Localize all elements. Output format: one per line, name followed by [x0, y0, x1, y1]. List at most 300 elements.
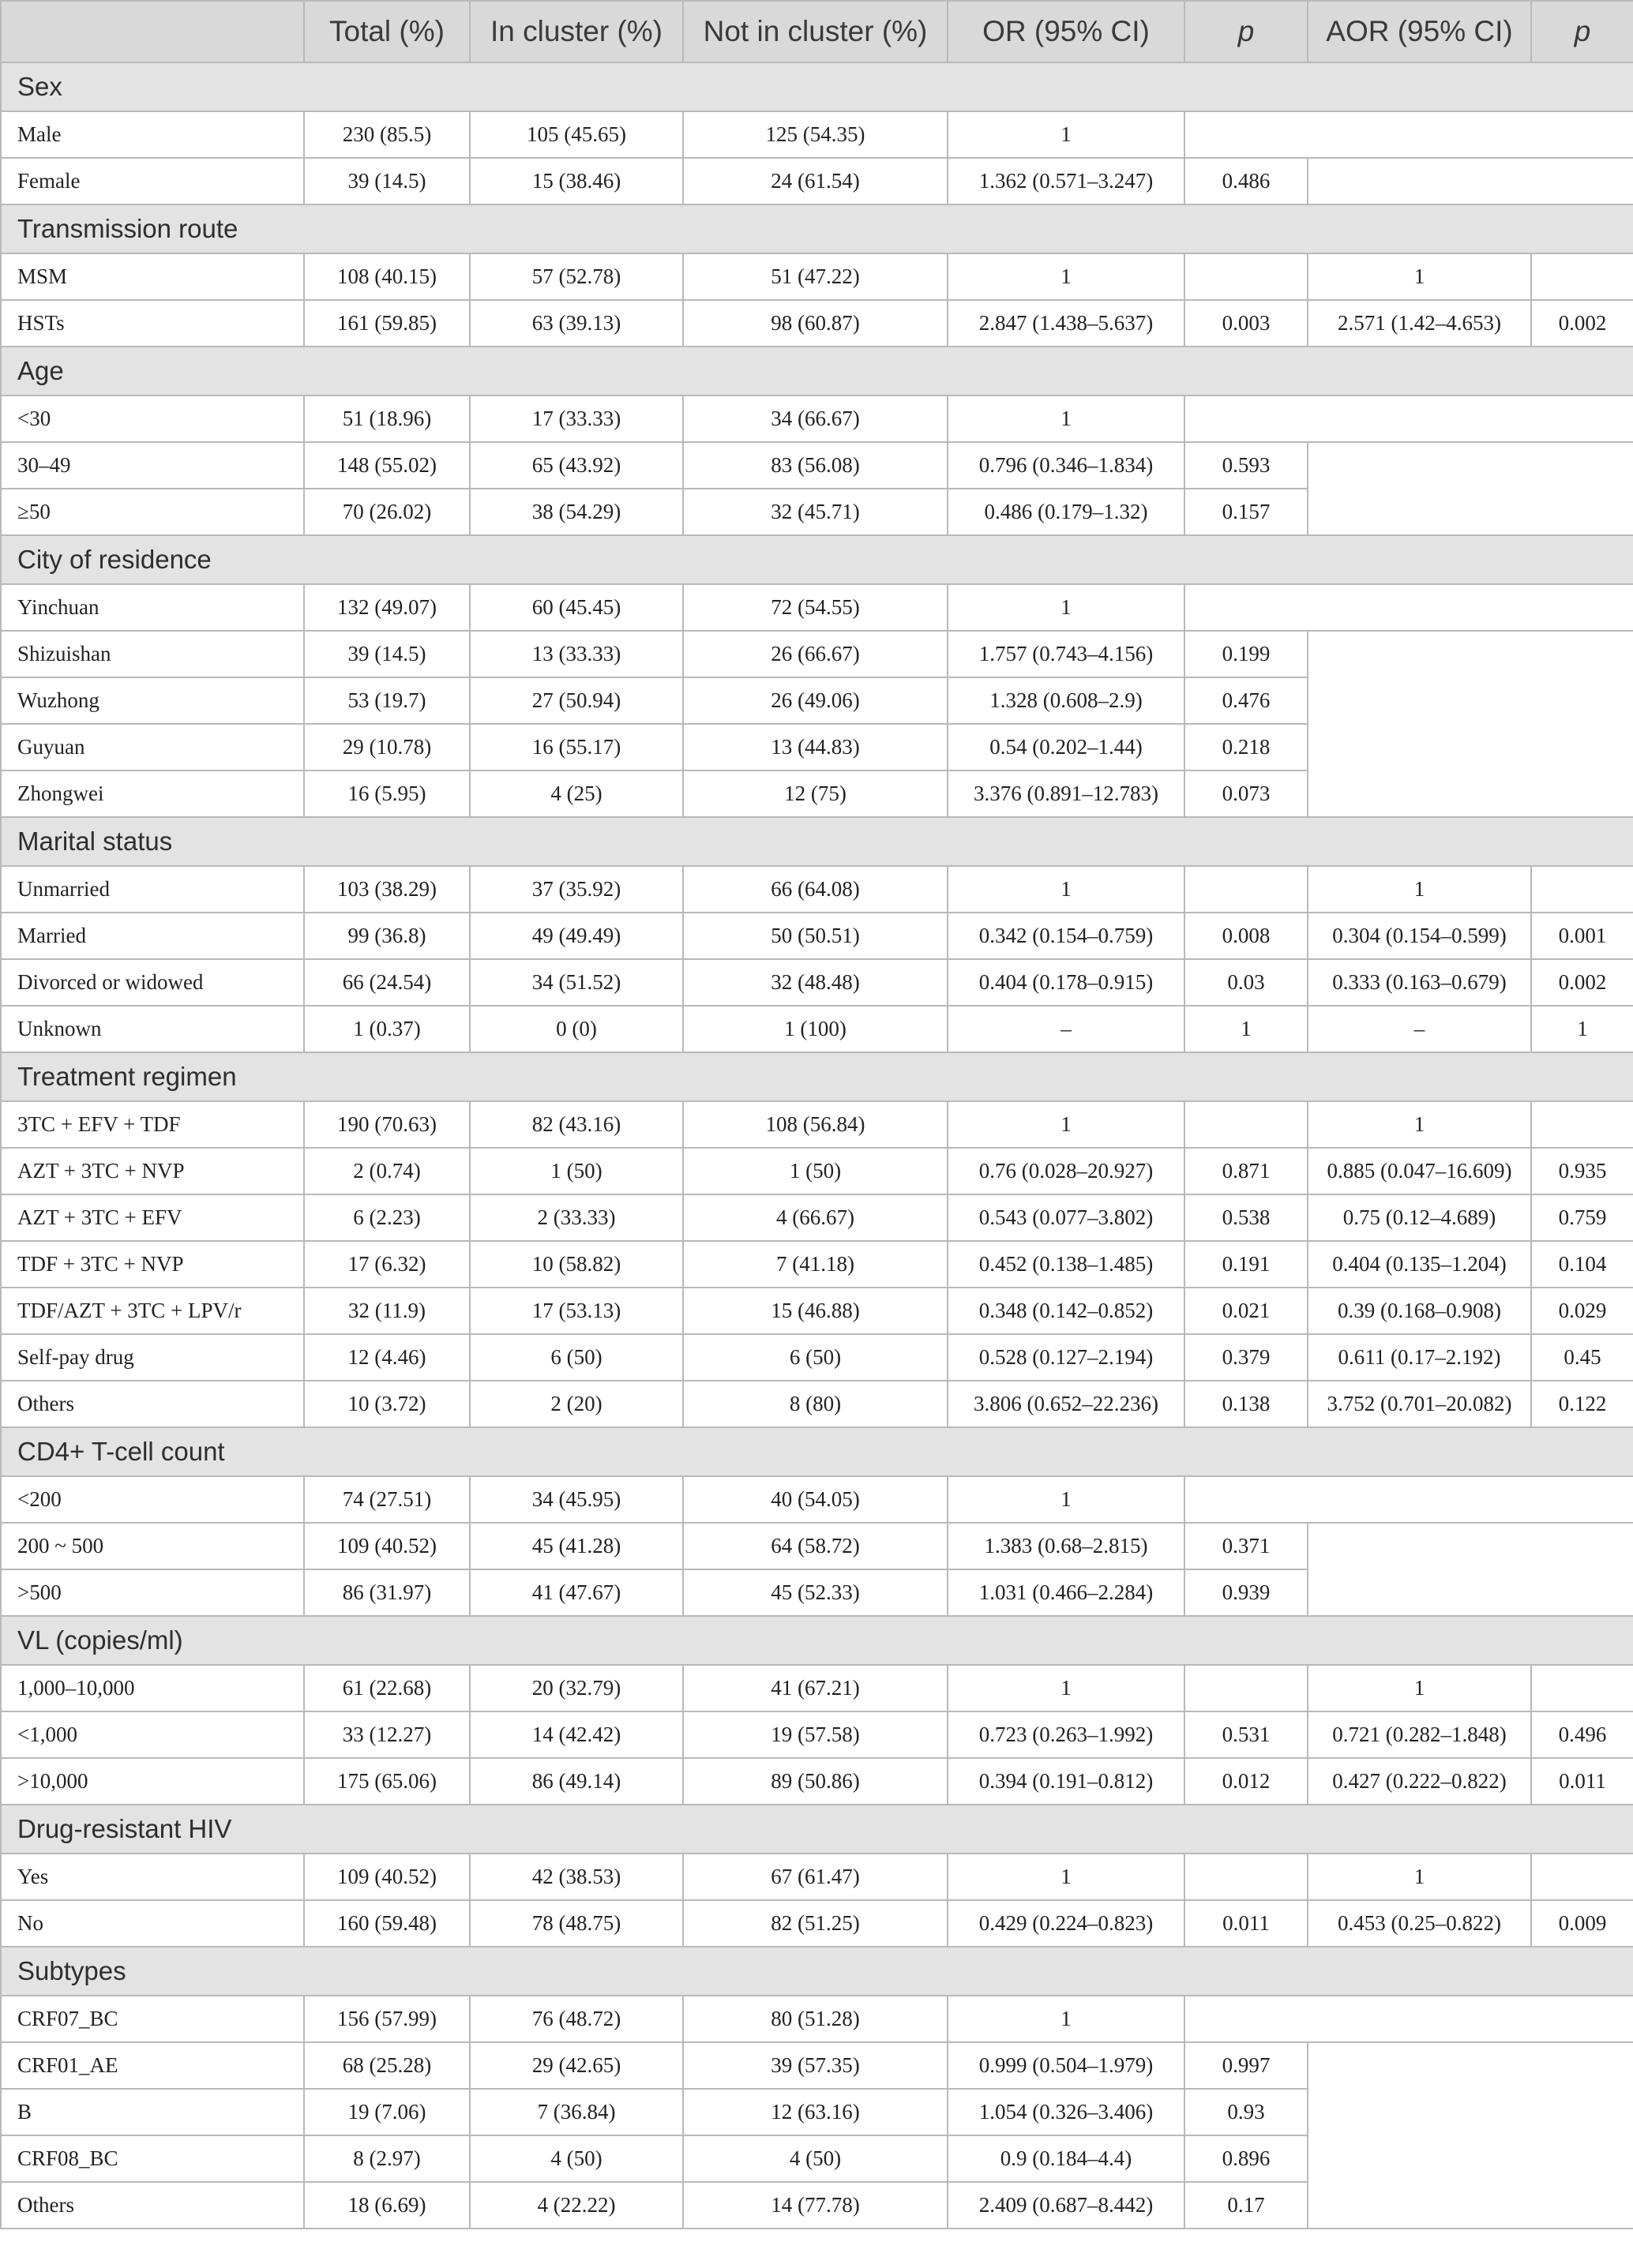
not-in-cluster-cell: 50 (50.51): [683, 913, 948, 959]
in-cluster-cell: 65 (43.92): [470, 442, 683, 489]
table-row: [1, 1476, 1633, 1523]
not-in-cluster-cell: 6 (50): [683, 1334, 948, 1381]
variable-cell: 30–49: [1, 442, 304, 489]
table-row: [1, 1665, 1633, 1711]
in-cluster-cell: 78 (48.75): [470, 1900, 683, 1947]
header-aor: AOR (95% CI): [1308, 1, 1531, 62]
total-cell: 132 (49.07): [304, 584, 470, 631]
not-in-cluster-cell: 98 (60.87): [683, 300, 948, 347]
aor-cell: 0.404 (0.135–1.204): [1308, 1241, 1531, 1288]
not-in-cluster-cell: 24 (61.54): [683, 158, 948, 204]
table-row: [1, 1900, 1633, 1947]
not-in-cluster-cell: 7 (41.18): [683, 1241, 948, 1288]
in-cluster-cell: 38 (54.29): [470, 489, 683, 535]
table-row: [1, 1101, 1633, 1148]
in-cluster-cell: 1 (50): [470, 1148, 683, 1194]
group-header-row: [1, 204, 1633, 253]
group-title: VL (copies/ml): [1, 1616, 1633, 1665]
or-cell: –: [948, 1006, 1184, 1052]
variable-cell: ≥50: [1, 489, 304, 535]
variable-cell: >10,000: [1, 1758, 304, 1805]
not-in-cluster-cell: 1 (100): [683, 1006, 948, 1052]
table-row: [1, 631, 1633, 677]
aor-cell: 0.611 (0.17–2.192): [1308, 1334, 1531, 1381]
not-in-cluster-cell: 80 (51.28): [683, 1996, 948, 2042]
total-cell: 190 (70.63): [304, 1101, 470, 1148]
not-in-cluster-cell: 26 (49.06): [683, 677, 948, 724]
in-cluster-cell: 15 (38.46): [470, 158, 683, 204]
total-cell: 6 (2.23): [304, 1194, 470, 1241]
empty-cell: [1308, 631, 1633, 817]
p-cell: 0.17: [1184, 2182, 1308, 2229]
not-in-cluster-cell: 19 (57.58): [683, 1711, 948, 1758]
total-cell: 39 (14.5): [304, 631, 470, 677]
group-title: Marital status: [1, 817, 1633, 866]
table-row: [1, 1381, 1633, 1427]
or-cell: 0.54 (0.202–1.44): [948, 724, 1184, 770]
total-cell: 2 (0.74): [304, 1148, 470, 1194]
or-cell: 1: [948, 1996, 1184, 2042]
in-cluster-cell: 4 (25): [470, 770, 683, 817]
table-body: [1, 62, 1633, 2229]
not-in-cluster-cell: 89 (50.86): [683, 1758, 948, 1805]
p-cell: 0.871: [1184, 1148, 1308, 1194]
empty-cell: [1308, 158, 1633, 204]
table-row: [1, 1854, 1633, 1900]
total-cell: 12 (4.46): [304, 1334, 470, 1381]
total-cell: 66 (24.54): [304, 959, 470, 1006]
adjusted-p-cell: 0.122: [1531, 1381, 1633, 1427]
p-cell: [1184, 1854, 1308, 1900]
p-cell: 0.03: [1184, 959, 1308, 1006]
header-row: [1, 1, 1633, 62]
not-in-cluster-cell: 41 (67.21): [683, 1665, 948, 1711]
variable-cell: <30: [1, 395, 304, 442]
or-cell: 0.452 (0.138–1.485): [948, 1241, 1184, 1288]
or-cell: 0.76 (0.028–20.927): [948, 1148, 1184, 1194]
group-title: City of residence: [1, 535, 1633, 584]
header-p: p: [1184, 1, 1308, 62]
adjusted-p-cell: 0.002: [1531, 300, 1633, 347]
variable-cell: CRF07_BC: [1, 1996, 304, 2042]
not-in-cluster-cell: 108 (56.84): [683, 1101, 948, 1148]
in-cluster-cell: 6 (50): [470, 1334, 683, 1381]
total-cell: 51 (18.96): [304, 395, 470, 442]
in-cluster-cell: 34 (51.52): [470, 959, 683, 1006]
total-cell: 19 (7.06): [304, 2089, 470, 2135]
aor-cell: 0.333 (0.163–0.679): [1308, 959, 1531, 1006]
p-cell: 0.199: [1184, 631, 1308, 677]
in-cluster-cell: 4 (22.22): [470, 2182, 683, 2229]
total-cell: 53 (19.7): [304, 677, 470, 724]
total-cell: 99 (36.8): [304, 913, 470, 959]
variable-cell: Divorced or widowed: [1, 959, 304, 1006]
not-in-cluster-cell: 1 (50): [683, 1148, 948, 1194]
in-cluster-cell: 20 (32.79): [470, 1665, 683, 1711]
not-in-cluster-cell: 13 (44.83): [683, 724, 948, 770]
p-cell: [1184, 866, 1308, 913]
not-in-cluster-cell: 40 (54.05): [683, 1476, 948, 1523]
in-cluster-cell: 42 (38.53): [470, 1854, 683, 1900]
p-cell: 0.896: [1184, 2135, 1308, 2182]
aor-cell: 0.721 (0.282–1.848): [1308, 1711, 1531, 1758]
not-in-cluster-cell: 83 (56.08): [683, 442, 948, 489]
total-cell: 18 (6.69): [304, 2182, 470, 2229]
aor-cell: 3.752 (0.701–20.082): [1308, 1381, 1531, 1427]
not-in-cluster-cell: 125 (54.35): [683, 111, 948, 158]
adjusted-p-cell: 0.029: [1531, 1288, 1633, 1334]
p-cell: 0.138: [1184, 1381, 1308, 1427]
group-header-row: [1, 1616, 1633, 1665]
or-cell: 1.757 (0.743–4.156): [948, 631, 1184, 677]
table-row: [1, 1758, 1633, 1805]
or-cell: 0.394 (0.191–0.812): [948, 1758, 1184, 1805]
in-cluster-cell: 4 (50): [470, 2135, 683, 2182]
header-total: Total (%): [304, 1, 470, 62]
variable-cell: <1,000: [1, 1711, 304, 1758]
p-cell: 0.93: [1184, 2089, 1308, 2135]
empty-cell: [1184, 395, 1633, 442]
total-cell: 10 (3.72): [304, 1381, 470, 1427]
in-cluster-cell: 0 (0): [470, 1006, 683, 1052]
total-cell: 74 (27.51): [304, 1476, 470, 1523]
table-row: [1, 913, 1633, 959]
p-cell: 0.531: [1184, 1711, 1308, 1758]
total-cell: 230 (85.5): [304, 111, 470, 158]
aor-cell: 1: [1308, 1101, 1531, 1148]
p-cell: 0.476: [1184, 677, 1308, 724]
or-cell: 0.796 (0.346–1.834): [948, 442, 1184, 489]
p-cell: [1184, 253, 1308, 300]
or-cell: 1: [948, 1476, 1184, 1523]
variable-cell: 200 ~ 500: [1, 1523, 304, 1569]
adjusted-p-cell: 0.45: [1531, 1334, 1633, 1381]
in-cluster-cell: 13 (33.33): [470, 631, 683, 677]
or-cell: 0.723 (0.263–1.992): [948, 1711, 1184, 1758]
group-header-row: [1, 1052, 1633, 1101]
variable-cell: Shizuishan: [1, 631, 304, 677]
variable-cell: No: [1, 1900, 304, 1947]
aor-cell: 0.885 (0.047–16.609): [1308, 1148, 1531, 1194]
or-cell: 0.429 (0.224–0.823): [948, 1900, 1184, 1947]
header-in-cluster: In cluster (%): [470, 1, 683, 62]
not-in-cluster-cell: 39 (57.35): [683, 2042, 948, 2089]
group-header-row: [1, 62, 1633, 111]
variable-cell: TDF/AZT + 3TC + LPV/r: [1, 1288, 304, 1334]
variable-cell: Others: [1, 1381, 304, 1427]
header-not-in-cluster: Not in cluster (%): [683, 1, 948, 62]
adjusted-p-cell: 0.935: [1531, 1148, 1633, 1194]
variable-cell: Wuzhong: [1, 677, 304, 724]
in-cluster-cell: 17 (33.33): [470, 395, 683, 442]
p-cell: 0.371: [1184, 1523, 1308, 1569]
or-cell: 0.348 (0.142–0.852): [948, 1288, 1184, 1334]
group-title: Treatment regimen: [1, 1052, 1633, 1101]
empty-cell: [1308, 442, 1633, 535]
adjusted-p-cell: 0.009: [1531, 1900, 1633, 1947]
or-cell: 0.9 (0.184–4.4): [948, 2135, 1184, 2182]
group-header-row: [1, 347, 1633, 395]
adjusted-p-cell: [1531, 1665, 1633, 1711]
p-cell: 0.021: [1184, 1288, 1308, 1334]
in-cluster-cell: 86 (49.14): [470, 1758, 683, 1805]
variable-cell: Married: [1, 913, 304, 959]
table-row: [1, 1288, 1633, 1334]
in-cluster-cell: 17 (53.13): [470, 1288, 683, 1334]
in-cluster-cell: 34 (45.95): [470, 1476, 683, 1523]
aor-cell: 0.75 (0.12–4.689): [1308, 1194, 1531, 1241]
table-row: [1, 584, 1633, 631]
p-cell: 0.008: [1184, 913, 1308, 959]
adjusted-p-cell: 0.011: [1531, 1758, 1633, 1805]
or-cell: 2.409 (0.687–8.442): [948, 2182, 1184, 2229]
variable-cell: Male: [1, 111, 304, 158]
p-cell: [1184, 1101, 1308, 1148]
group-header-row: [1, 1805, 1633, 1854]
table-row: [1, 1523, 1633, 1569]
total-cell: 109 (40.52): [304, 1854, 470, 1900]
aor-cell: 0.427 (0.222–0.822): [1308, 1758, 1531, 1805]
variable-cell: CRF08_BC: [1, 2135, 304, 2182]
aor-cell: 0.453 (0.25–0.822): [1308, 1900, 1531, 1947]
not-in-cluster-cell: 32 (48.48): [683, 959, 948, 1006]
not-in-cluster-cell: 34 (66.67): [683, 395, 948, 442]
in-cluster-cell: 57 (52.78): [470, 253, 683, 300]
p-cell: 0.997: [1184, 2042, 1308, 2089]
in-cluster-cell: 10 (58.82): [470, 1241, 683, 1288]
or-cell: 1.031 (0.466–2.284): [948, 1569, 1184, 1616]
not-in-cluster-cell: 67 (61.47): [683, 1854, 948, 1900]
or-cell: 1.328 (0.608–2.9): [948, 677, 1184, 724]
aor-cell: 0.39 (0.168–0.908): [1308, 1288, 1531, 1334]
aor-cell: –: [1308, 1006, 1531, 1052]
in-cluster-cell: 45 (41.28): [470, 1523, 683, 1569]
not-in-cluster-cell: 51 (47.22): [683, 253, 948, 300]
not-in-cluster-cell: 4 (66.67): [683, 1194, 948, 1241]
not-in-cluster-cell: 32 (45.71): [683, 489, 948, 535]
group-title: Age: [1, 347, 1633, 395]
in-cluster-cell: 29 (42.65): [470, 2042, 683, 2089]
aor-cell: 0.304 (0.154–0.599): [1308, 913, 1531, 959]
or-cell: 3.376 (0.891–12.783): [948, 770, 1184, 817]
p-cell: 0.379: [1184, 1334, 1308, 1381]
group-header-row: [1, 1427, 1633, 1476]
table-row: [1, 1194, 1633, 1241]
table-row: [1, 253, 1633, 300]
or-cell: 1: [948, 253, 1184, 300]
or-cell: 1: [948, 584, 1184, 631]
header-adjusted-p: p: [1531, 1, 1633, 62]
group-title: Transmission route: [1, 204, 1633, 253]
table-row: [1, 111, 1633, 158]
adjusted-p-cell: 0.759: [1531, 1194, 1633, 1241]
group-title: Drug-resistant HIV: [1, 1805, 1633, 1854]
in-cluster-cell: 27 (50.94): [470, 677, 683, 724]
variable-cell: Yes: [1, 1854, 304, 1900]
variable-cell: B: [1, 2089, 304, 2135]
or-cell: 1.054 (0.326–3.406): [948, 2089, 1184, 2135]
total-cell: 39 (14.5): [304, 158, 470, 204]
empty-cell: [1184, 1996, 1633, 2042]
or-cell: 1: [948, 866, 1184, 913]
not-in-cluster-cell: 12 (75): [683, 770, 948, 817]
or-cell: 1.362 (0.571–3.247): [948, 158, 1184, 204]
adjusted-p-cell: 1: [1531, 1006, 1633, 1052]
empty-cell: [1308, 1523, 1633, 1616]
or-cell: 1: [948, 395, 1184, 442]
variable-cell: HSTs: [1, 300, 304, 347]
table-row: [1, 395, 1633, 442]
not-in-cluster-cell: 12 (63.16): [683, 2089, 948, 2135]
in-cluster-cell: 7 (36.84): [470, 2089, 683, 2135]
empty-cell: [1308, 2042, 1633, 2229]
or-cell: 1: [948, 111, 1184, 158]
total-cell: 8 (2.97): [304, 2135, 470, 2182]
adjusted-p-cell: [1531, 253, 1633, 300]
table-row: [1, 1241, 1633, 1288]
p-cell: 0.003: [1184, 300, 1308, 347]
table-row: [1, 1711, 1633, 1758]
group-header-row: [1, 817, 1633, 866]
adjusted-p-cell: 0.104: [1531, 1241, 1633, 1288]
total-cell: 108 (40.15): [304, 253, 470, 300]
not-in-cluster-cell: 64 (58.72): [683, 1523, 948, 1569]
table-row: [1, 866, 1633, 913]
in-cluster-cell: 49 (49.49): [470, 913, 683, 959]
total-cell: 33 (12.27): [304, 1711, 470, 1758]
not-in-cluster-cell: 26 (66.67): [683, 631, 948, 677]
or-cell: 0.543 (0.077–3.802): [948, 1194, 1184, 1241]
in-cluster-cell: 14 (42.42): [470, 1711, 683, 1758]
table-row: [1, 442, 1633, 489]
group-title: Sex: [1, 62, 1633, 111]
or-cell: 1: [948, 1854, 1184, 1900]
total-cell: 148 (55.02): [304, 442, 470, 489]
variable-cell: Unknown: [1, 1006, 304, 1052]
variable-cell: 1,000–10,000: [1, 1665, 304, 1711]
p-cell: 1: [1184, 1006, 1308, 1052]
or-cell: 0.999 (0.504–1.979): [948, 2042, 1184, 2089]
empty-cell: [1184, 584, 1633, 631]
group-header-row: [1, 535, 1633, 584]
variable-cell: Female: [1, 158, 304, 204]
p-cell: 0.218: [1184, 724, 1308, 770]
not-in-cluster-cell: 45 (52.33): [683, 1569, 948, 1616]
total-cell: 61 (22.68): [304, 1665, 470, 1711]
adjusted-p-cell: 0.001: [1531, 913, 1633, 959]
total-cell: 70 (26.02): [304, 489, 470, 535]
total-cell: 32 (11.9): [304, 1288, 470, 1334]
in-cluster-cell: 63 (39.13): [470, 300, 683, 347]
variable-cell: AZT + 3TC + NVP: [1, 1148, 304, 1194]
not-in-cluster-cell: 14 (77.78): [683, 2182, 948, 2229]
aor-cell: 1: [1308, 1665, 1531, 1711]
p-cell: 0.593: [1184, 442, 1308, 489]
variable-cell: Self-pay drug: [1, 1334, 304, 1381]
total-cell: 68 (25.28): [304, 2042, 470, 2089]
table-row: [1, 1006, 1633, 1052]
empty-cell: [1184, 1476, 1633, 1523]
variable-cell: 3TC + EFV + TDF: [1, 1101, 304, 1148]
aor-cell: 1: [1308, 866, 1531, 913]
aor-cell: 1: [1308, 253, 1531, 300]
total-cell: 109 (40.52): [304, 1523, 470, 1569]
p-cell: [1184, 1665, 1308, 1711]
in-cluster-cell: 41 (47.67): [470, 1569, 683, 1616]
or-cell: 0.528 (0.127–2.194): [948, 1334, 1184, 1381]
variable-cell: TDF + 3TC + NVP: [1, 1241, 304, 1288]
p-cell: 0.012: [1184, 1758, 1308, 1805]
variable-cell: >500: [1, 1569, 304, 1616]
aor-cell: 2.571 (1.42–4.653): [1308, 300, 1531, 347]
not-in-cluster-cell: 72 (54.55): [683, 584, 948, 631]
not-in-cluster-cell: 8 (80): [683, 1381, 948, 1427]
variable-cell: Yinchuan: [1, 584, 304, 631]
total-cell: 1 (0.37): [304, 1006, 470, 1052]
total-cell: 175 (65.06): [304, 1758, 470, 1805]
variable-cell: AZT + 3TC + EFV: [1, 1194, 304, 1241]
p-cell: 0.486: [1184, 158, 1308, 204]
not-in-cluster-cell: 15 (46.88): [683, 1288, 948, 1334]
p-cell: 0.073: [1184, 770, 1308, 817]
group-header-row: [1, 1947, 1633, 1996]
total-cell: 16 (5.95): [304, 770, 470, 817]
total-cell: 86 (31.97): [304, 1569, 470, 1616]
p-cell: 0.011: [1184, 1900, 1308, 1947]
in-cluster-cell: 2 (20): [470, 1381, 683, 1427]
in-cluster-cell: 82 (43.16): [470, 1101, 683, 1148]
aor-cell: 1: [1308, 1854, 1531, 1900]
variable-cell: CRF01_AE: [1, 2042, 304, 2089]
table-row: [1, 1996, 1633, 2042]
in-cluster-cell: 2 (33.33): [470, 1194, 683, 1241]
header-or: OR (95% CI): [948, 1, 1184, 62]
variable-cell: Others: [1, 2182, 304, 2229]
or-cell: 0.342 (0.154–0.759): [948, 913, 1184, 959]
empty-cell: [1184, 111, 1633, 158]
or-cell: 0.404 (0.178–0.915): [948, 959, 1184, 1006]
variable-cell: MSM: [1, 253, 304, 300]
or-cell: 1: [948, 1665, 1184, 1711]
not-in-cluster-cell: 82 (51.25): [683, 1900, 948, 1947]
table-row: [1, 158, 1633, 204]
or-cell: 1.383 (0.68–2.815): [948, 1523, 1184, 1569]
in-cluster-cell: 16 (55.17): [470, 724, 683, 770]
variable-cell: Guyuan: [1, 724, 304, 770]
total-cell: 17 (6.32): [304, 1241, 470, 1288]
not-in-cluster-cell: 66 (64.08): [683, 866, 948, 913]
total-cell: 156 (57.99): [304, 1996, 470, 2042]
adjusted-p-cell: 0.002: [1531, 959, 1633, 1006]
table-row: [1, 2042, 1633, 2089]
table-row: [1, 1334, 1633, 1381]
adjusted-p-cell: [1531, 866, 1633, 913]
adjusted-p-cell: 0.496: [1531, 1711, 1633, 1758]
p-cell: 0.191: [1184, 1241, 1308, 1288]
adjusted-p-cell: [1531, 1854, 1633, 1900]
variable-cell: Unmarried: [1, 866, 304, 913]
variable-cell: <200: [1, 1476, 304, 1523]
table-row: [1, 300, 1633, 347]
header-variable: [1, 1, 304, 62]
in-cluster-cell: 37 (35.92): [470, 866, 683, 913]
adjusted-p-cell: [1531, 1101, 1633, 1148]
p-cell: 0.538: [1184, 1194, 1308, 1241]
in-cluster-cell: 76 (48.72): [470, 1996, 683, 2042]
in-cluster-cell: 60 (45.45): [470, 584, 683, 631]
or-cell: 0.486 (0.179–1.32): [948, 489, 1184, 535]
in-cluster-cell: 105 (45.65): [470, 111, 683, 158]
